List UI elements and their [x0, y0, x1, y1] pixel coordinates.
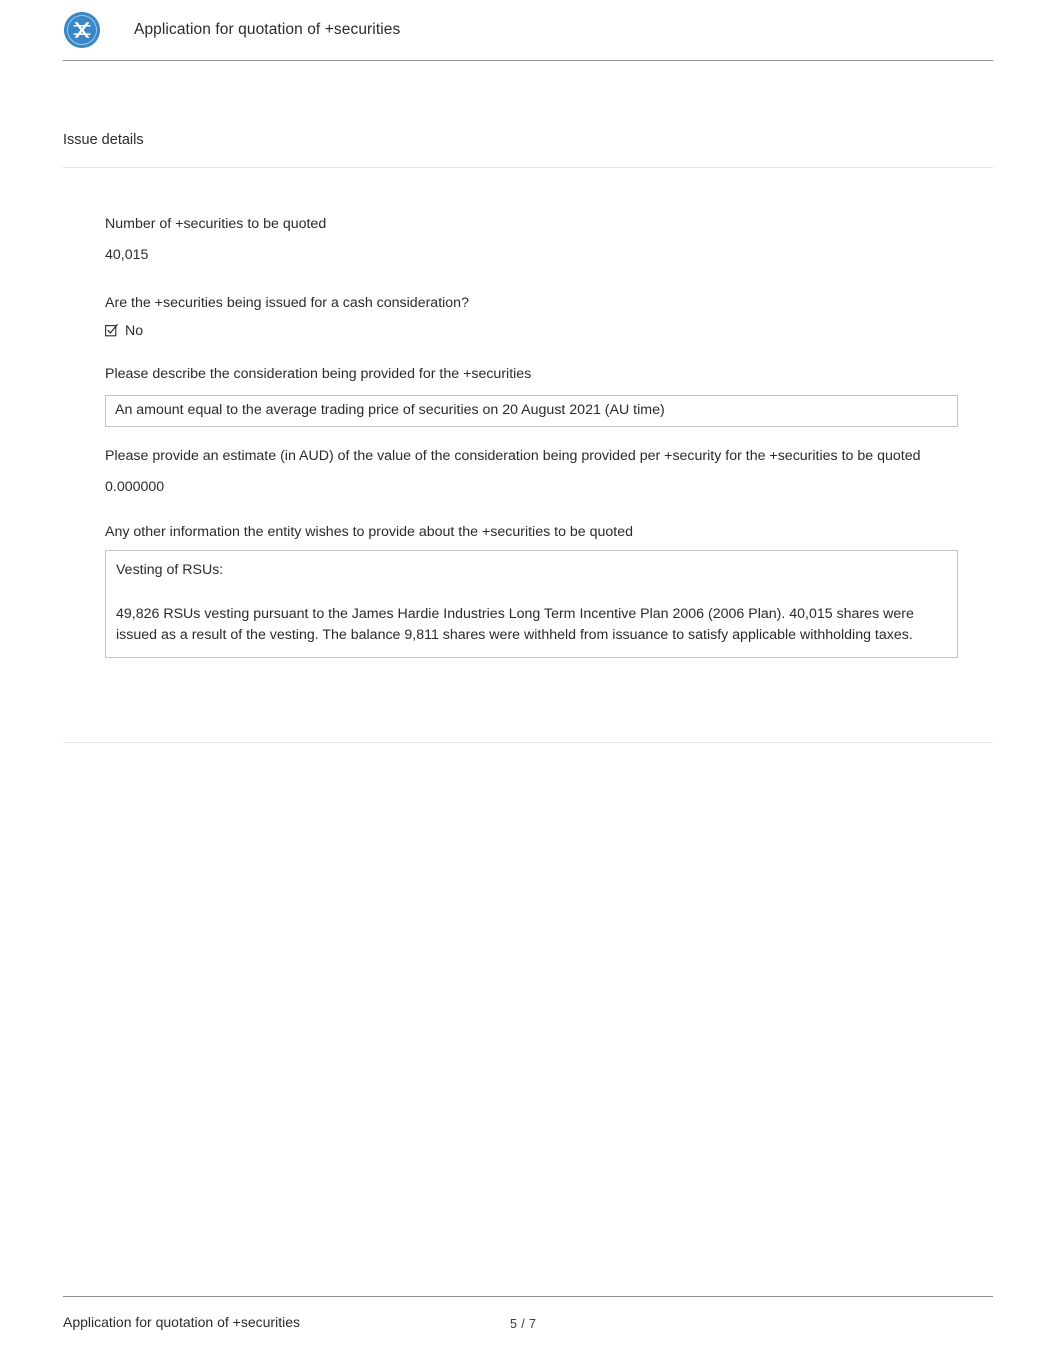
section-divider	[63, 742, 993, 743]
spacer	[105, 427, 958, 447]
other-information-line-1: Vesting of RSUs:	[116, 562, 224, 579]
spacer	[105, 339, 958, 365]
field-value-estimate-value: 0.000000	[105, 479, 165, 496]
field-consideration-description	[105, 365, 958, 427]
field-value-number-quoted: 40,015	[105, 246, 149, 263]
field-label-number-quoted: Number of +securities to be quoted	[105, 216, 327, 232]
checked-checkbox-icon	[105, 324, 118, 337]
field-number-quoted	[105, 215, 958, 264]
field-label-other-information: Any other information the entity wishes to provide about the +securities to be quoted	[105, 523, 634, 540]
field-label-consideration-description: Please describe the consideration being provided for the +securities	[105, 365, 532, 382]
document-title: Application for quotation of +securities	[134, 21, 401, 38]
document-header	[63, 0, 993, 61]
other-information-line-2: 49,826 RSUs vesting pursuant to the James Hardie Industries Long Term Incentive Plan 2006 (2006 Plan). 40,015 shares were issued as a result of the vesting. The balance 9,811 shares were withheld from issuance to satisfy applicable withholding taxes.	[116, 605, 914, 644]
consideration-description-input[interactable]: An amount equal to the average trading price of securities on 20 August 2021 (AU time)	[105, 395, 958, 428]
cash-consideration-value: No	[125, 322, 144, 339]
blank-line	[116, 582, 948, 604]
spacer	[105, 497, 958, 523]
field-label-cash-consideration: Are the +securities being issued for a cash consideration?	[105, 295, 469, 312]
issue-details-section	[63, 132, 993, 168]
field-label-estimate-value: Please provide an estimate (in AUD) of the value of the consideration being provided per +security for the +securities to be quoted	[105, 448, 921, 465]
other-information-textarea[interactable]	[105, 550, 958, 658]
document-footer	[63, 1296, 993, 1346]
footer-title: Application for quotation of +securities	[63, 1314, 300, 1330]
field-estimate-value	[105, 447, 958, 496]
field-other-information	[105, 523, 958, 658]
asx-logo-icon	[64, 12, 100, 48]
footer-page-number: 5 / 7	[510, 1317, 537, 1331]
section-title: Issue details	[63, 132, 993, 168]
cash-consideration-answer	[105, 323, 958, 339]
fields-container	[105, 215, 958, 658]
field-cash-consideration	[105, 294, 958, 339]
spacer	[105, 264, 958, 294]
